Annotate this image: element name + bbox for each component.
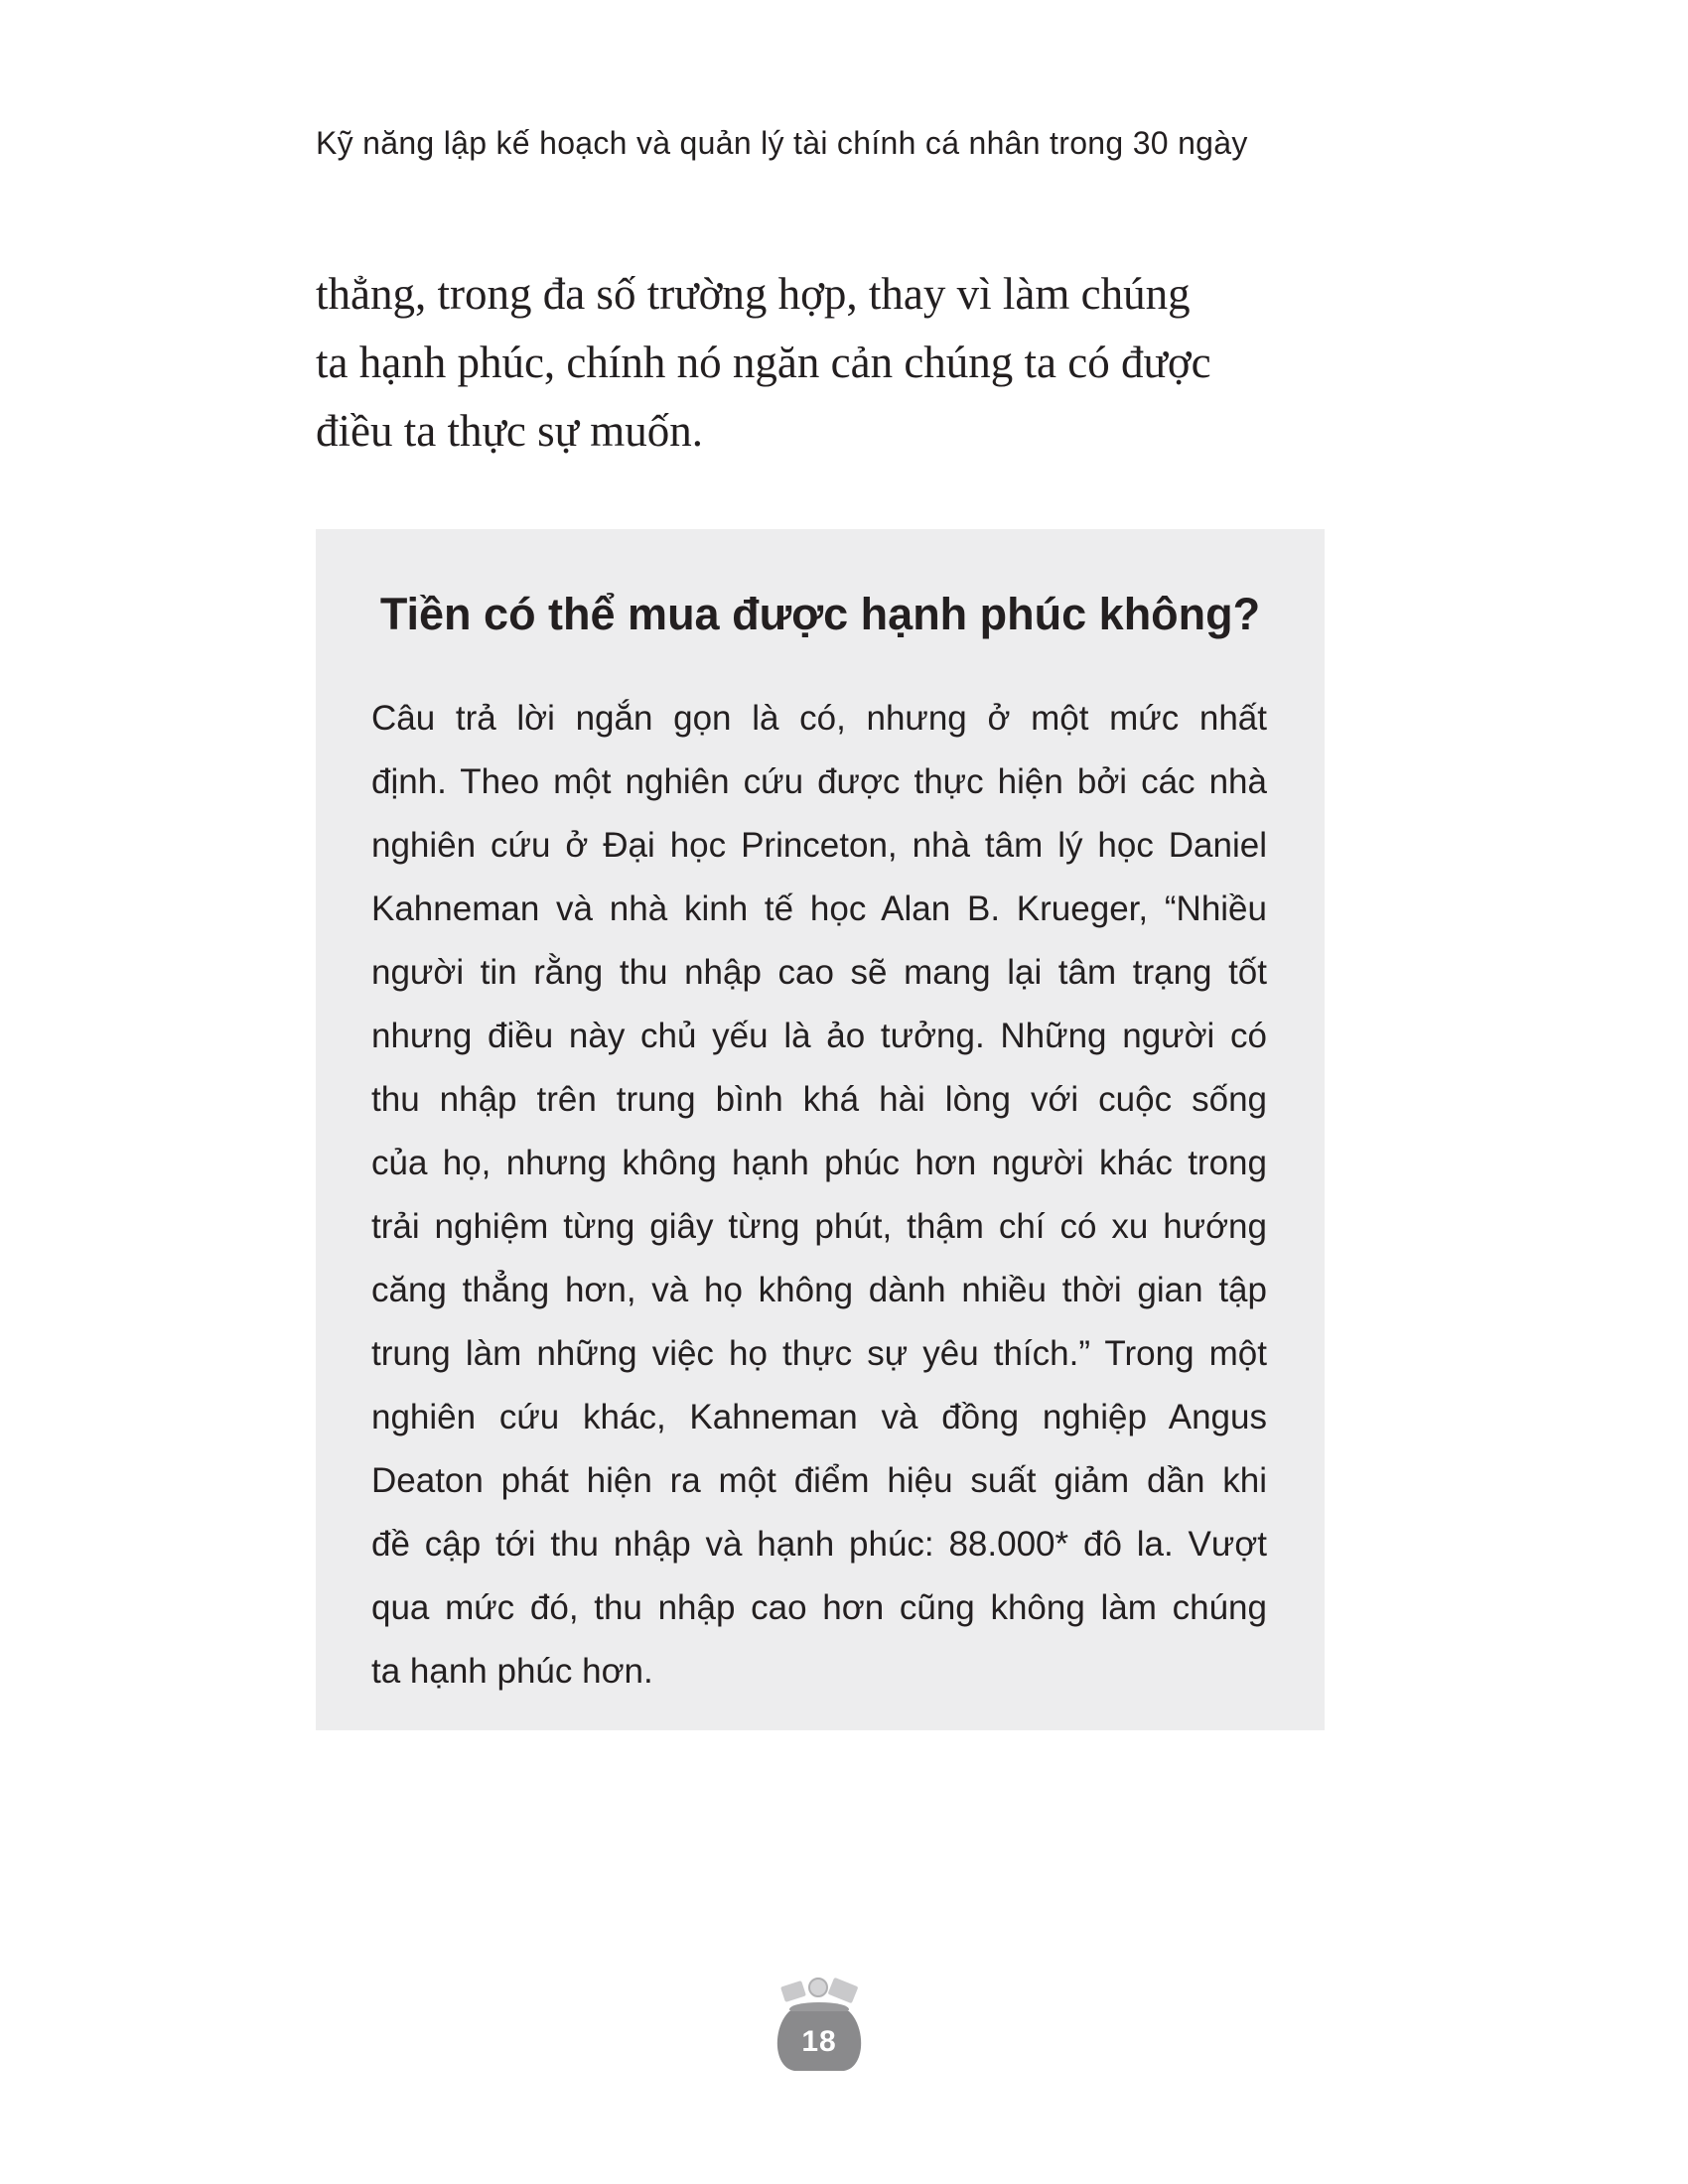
- sidebar-line: nghiên cứu khác, Kahneman và đồng nghiệp Angus: [371, 1398, 1267, 1436]
- page-number: 18: [801, 2025, 837, 2058]
- sidebar-line: định. Theo một nghiên cứu được thực hiện bởi các nhà: [371, 762, 1267, 801]
- body-line: ta hạnh phúc, chính nó ngăn cản chúng ta có được: [316, 338, 1211, 387]
- sidebar-box: [316, 529, 1325, 1730]
- sidebar-line: trải nghiệm từng giây từng phút, thậm chí có xu hướng: [371, 1207, 1267, 1246]
- sidebar-line: của họ, nhưng không hạnh phúc hơn người khác trong: [371, 1144, 1267, 1182]
- sidebar-line: người tin rằng thu nhập cao sẽ mang lại tâm trạng tốt: [371, 953, 1267, 992]
- sidebar-line: nhưng điều này chủ yếu là ảo tưởng. Những người có: [371, 1017, 1267, 1055]
- sidebar-line: trung làm những việc họ thực sự yêu thích.” Trong một: [371, 1334, 1267, 1373]
- body-line: thẳng, trong đa số trường hợp, thay vì làm chúng: [316, 269, 1191, 319]
- sidebar-line: ta hạnh phúc hơn.: [371, 1652, 653, 1691]
- sidebar-line: thu nhập trên trung bình khá hài lòng với cuộc sống: [371, 1080, 1267, 1119]
- running-header: Kỹ năng lập kế hoạch và quản lý tài chính cá nhân trong 30 ngày: [316, 125, 1248, 161]
- sidebar-line: Câu trả lời ngắn gọn là có, nhưng ở một mức nhất: [371, 699, 1267, 738]
- sidebar-line: căng thẳng hơn, và họ không dành nhiều thời gian tập: [371, 1271, 1267, 1309]
- sidebar-line: nghiên cứu ở Đại học Princeton, nhà tâm lý học Daniel: [371, 826, 1267, 865]
- body-paragraph: [316, 260, 1329, 466]
- page-badge: [765, 1976, 874, 2075]
- sidebar-title: Tiền có thể mua được hạnh phúc không?: [379, 589, 1261, 639]
- sidebar-line: qua mức đó, thu nhập cao hơn cũng không làm chúng: [371, 1588, 1267, 1627]
- sidebar-line: Deaton phát hiện ra một điểm hiệu suất giảm dần khi: [371, 1461, 1267, 1500]
- sidebar-text: [371, 687, 1267, 1704]
- body-line: điều ta thực sự muốn.: [316, 406, 703, 456]
- sidebar-line: đề cập tới thu nhập và hạnh phúc: 88.000* đô la. Vượt: [371, 1525, 1267, 1564]
- sidebar-line: Kahneman và nhà kinh tế học Alan B. Krueger, “Nhiều: [371, 889, 1267, 928]
